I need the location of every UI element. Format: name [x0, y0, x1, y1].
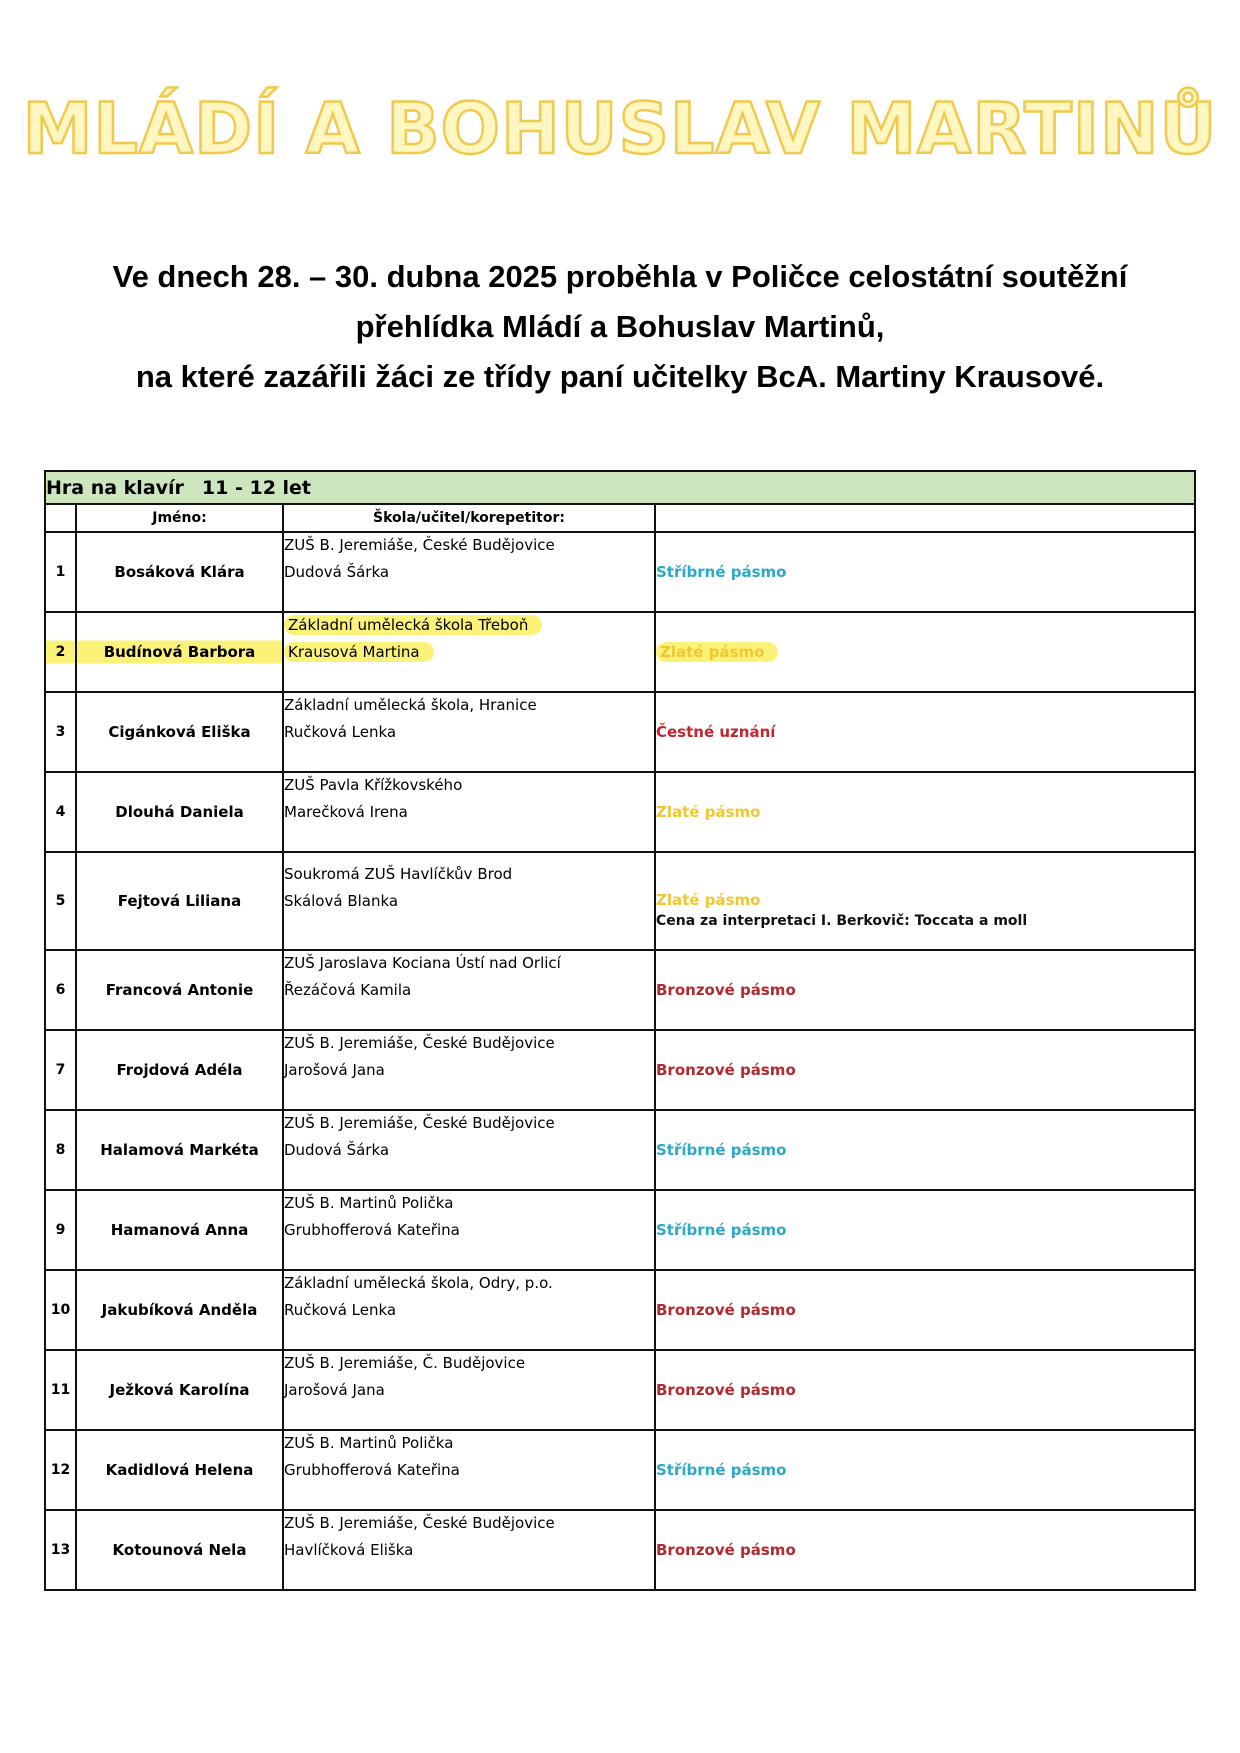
intro-line: přehlídka Mládí a Bohuslav Martinů, [355, 309, 885, 344]
col-header-number [45, 504, 76, 532]
school-cell [283, 1270, 655, 1350]
school-name: ZUŠ B. Martinů Polička [284, 1194, 454, 1212]
school-name: ZUŠ B. Jeremiáše, České Budějovice [284, 536, 555, 554]
school-name: ZUŠ B. Jeremiáše, České Budějovice [284, 1514, 555, 1532]
student-name: Fejtová Liliana [76, 852, 283, 950]
intro-line: na které zazářili žáci ze třídy paní učitelky BcA. Martiny Krausové. [135, 359, 1105, 394]
school-cell [283, 532, 655, 612]
award-label: Bronzové pásmo [656, 1301, 796, 1319]
school-cell [283, 692, 655, 772]
school-name: ZUŠ B. Jeremiáše, České Budějovice [284, 1034, 555, 1052]
school-cell [283, 852, 655, 950]
school-name: Soukromá ZUŠ Havlíčkův Brod [284, 865, 513, 883]
results-table [44, 470, 1196, 1591]
school-name: ZUŠ Jaroslava Kociana Ústí nad Orlicí [284, 954, 561, 972]
table-row [45, 1270, 1195, 1350]
award-label: Bronzové pásmo [656, 1541, 796, 1559]
teacher-name: Jarošová Jana [284, 1381, 385, 1399]
award-cell [655, 1510, 1195, 1590]
col-header-school: Škola/učitel/korepetitor: [283, 504, 655, 532]
school-cell [283, 1030, 655, 1110]
school-name: ZUŠ Pavla Křížkovského [284, 776, 463, 794]
table-row [45, 532, 1195, 612]
table-row [45, 1430, 1195, 1510]
table-row [45, 612, 1195, 692]
student-name: Ježková Karolína [76, 1350, 283, 1430]
row-number: 10 [45, 1270, 76, 1350]
student-name: Jakubíková Anděla [76, 1270, 283, 1350]
row-number: 12 [45, 1430, 76, 1510]
teacher-name: Grubhofferová Kateřina [284, 1461, 460, 1479]
school-cell [283, 1110, 655, 1190]
award-label: Čestné uznání [656, 723, 776, 741]
award-cell [655, 612, 1195, 692]
school-cell [283, 950, 655, 1030]
table-row [45, 692, 1195, 772]
row-number: 6 [45, 950, 76, 1030]
school-name: Základní umělecká škola Třeboň [284, 615, 542, 635]
student-name: Hamanová Anna [76, 1190, 283, 1270]
school-name: ZUŠ B. Jeremiáše, České Budějovice [284, 1114, 555, 1132]
table-row [45, 852, 1195, 950]
teacher-name: Marečková Irena [284, 803, 408, 821]
col-header-award [655, 504, 1195, 532]
award-label: Stříbrné pásmo [656, 1461, 787, 1479]
category-label: Hra na klavír [46, 476, 184, 499]
student-name: Bosáková Klára [76, 532, 283, 612]
teacher-name: Ručková Lenka [284, 723, 397, 741]
school-cell [283, 1430, 655, 1510]
student-name: Cigánková Eliška [76, 692, 283, 772]
results-body [45, 532, 1195, 1590]
teacher-name: Dudová Šárka [284, 563, 390, 581]
teacher-name: Řezáčová Kamila [284, 981, 412, 999]
column-header-row [45, 504, 1195, 532]
award-label: Stříbrné pásmo [656, 1221, 787, 1239]
row-number: 1 [45, 532, 76, 612]
category-header [45, 471, 1195, 504]
award-cell [655, 852, 1195, 950]
award-cell [655, 692, 1195, 772]
school-name: Základní umělecká škola, Odry, p.o. [284, 1274, 553, 1292]
student-name: Dlouhá Daniela [76, 772, 283, 852]
award-cell [655, 1270, 1195, 1350]
teacher-name: Skálová Blanka [284, 892, 399, 910]
row-number: 9 [45, 1190, 76, 1270]
school-name: ZUŠ B. Jeremiáše, Č. Budějovice [284, 1354, 526, 1372]
teacher-name: Krausová Martina [284, 642, 434, 662]
school-cell [283, 772, 655, 852]
intro-line: Ve dnech 28. – 30. dubna 2025 proběhla v Poličce celostátní soutěžní [112, 259, 1128, 294]
school-cell [283, 1190, 655, 1270]
page-title: MLÁDÍ A BOHUSLAV MARTINŮ [22, 88, 1218, 170]
teacher-name: Havlíčková Eliška [284, 1541, 414, 1559]
student-name: Halamová Markéta [76, 1110, 283, 1190]
row-number: 7 [45, 1030, 76, 1110]
award-cell [655, 1350, 1195, 1430]
table-row [45, 950, 1195, 1030]
award-label: Bronzové pásmo [656, 1061, 796, 1079]
table-row [45, 1350, 1195, 1430]
age-group-label: 11 - 12 let [201, 476, 312, 499]
row-number: 3 [45, 692, 76, 772]
intro-paragraph [60, 252, 1180, 402]
row-number: 2 [45, 612, 76, 692]
row-number: 5 [45, 852, 76, 950]
row-number: 13 [45, 1510, 76, 1590]
teacher-name: Dudová Šárka [284, 1141, 390, 1159]
row-number: 4 [45, 772, 76, 852]
student-name: Budínová Barbora [76, 612, 283, 692]
school-cell [283, 612, 655, 692]
award-label: Stříbrné pásmo [656, 563, 787, 581]
row-number: 8 [45, 1110, 76, 1190]
school-name: Základní umělecká škola, Hranice [284, 696, 537, 714]
award-label: Stříbrné pásmo [656, 1141, 787, 1159]
student-name: Frojdová Adéla [76, 1030, 283, 1110]
school-cell [283, 1350, 655, 1430]
teacher-name: Ručková Lenka [284, 1301, 397, 1319]
student-name: Kadidlová Helena [76, 1430, 283, 1510]
award-cell [655, 532, 1195, 612]
school-name: ZUŠ B. Martinů Polička [284, 1434, 454, 1452]
award-label: Bronzové pásmo [656, 1381, 796, 1399]
award-label: Bronzové pásmo [656, 981, 796, 999]
table-row [45, 1030, 1195, 1110]
award-label: Zlaté pásmo [656, 803, 761, 821]
award-note: Cena za interpretaci I. Berkovič: Toccata a moll [656, 913, 1028, 929]
award-cell [655, 1190, 1195, 1270]
row-number: 11 [45, 1350, 76, 1430]
award-cell [655, 1430, 1195, 1510]
award-cell [655, 772, 1195, 852]
award-cell [655, 950, 1195, 1030]
col-header-name: Jméno: [76, 504, 283, 532]
award-label: Zlaté pásmo [656, 642, 778, 662]
teacher-name: Jarošová Jana [284, 1061, 385, 1079]
table-row [45, 1110, 1195, 1190]
table-row [45, 1510, 1195, 1590]
teacher-name: Grubhofferová Kateřina [284, 1221, 460, 1239]
award-cell [655, 1110, 1195, 1190]
table-row [45, 1190, 1195, 1270]
school-cell [283, 1510, 655, 1590]
award-label: Zlaté pásmo [656, 891, 761, 909]
award-cell [655, 1030, 1195, 1110]
student-name: Francová Antonie [76, 950, 283, 1030]
table-row [45, 772, 1195, 852]
student-name: Kotounová Nela [76, 1510, 283, 1590]
